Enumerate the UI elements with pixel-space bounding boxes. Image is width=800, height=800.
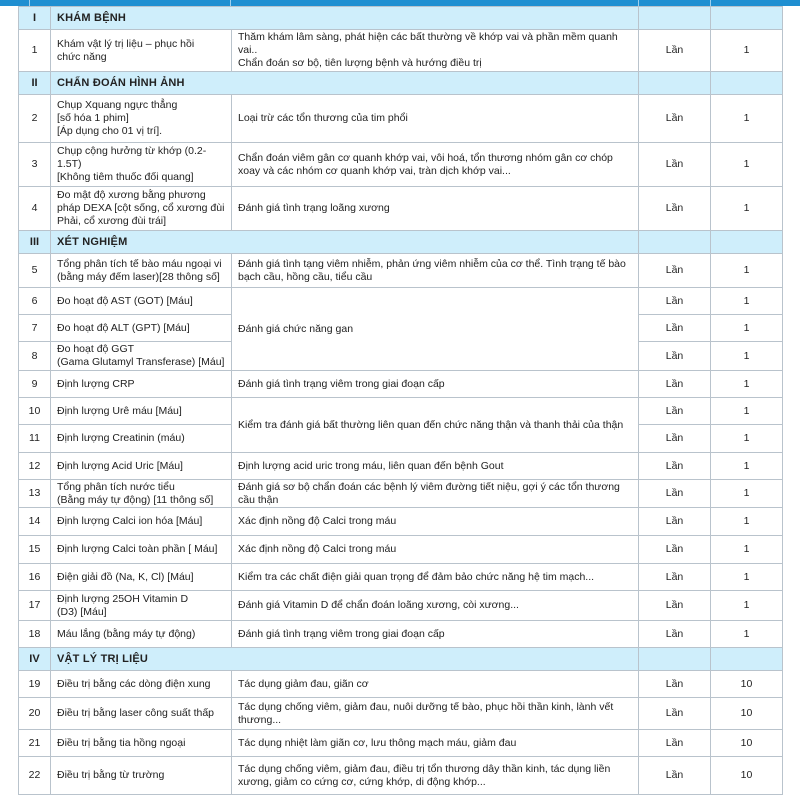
section-qty-cell [711,231,783,254]
section-title: CHẨN ĐOÁN HÌNH ẢNH [51,72,639,95]
service-description: Đánh giá sơ bộ chẩn đoán các bệnh lý viêm đường tiết niệu, gợi ý các tổn thương cầu thận [232,480,639,508]
row-number: 15 [19,536,51,564]
section-qty-cell [711,648,783,671]
service-quantity: 1 [711,508,783,536]
service-unit: Lần [639,143,711,187]
service-table [18,6,783,795]
service-quantity: 1 [711,143,783,187]
service-description: Tác dụng nhiệt làm giãn cơ, lưu thông mạch máu, giảm đau [232,730,639,757]
row-number: 21 [19,730,51,757]
service-unit: Lần [639,480,711,508]
service-description: Đánh giá chức năng gan [232,288,639,371]
table-row [19,254,783,288]
service-name: Đo hoạt độ ALT (GPT) [Máu] [51,315,232,342]
service-table-body [19,7,783,795]
row-number: 9 [19,371,51,398]
service-quantity: 10 [711,698,783,730]
row-number: 22 [19,757,51,795]
table-row [19,757,783,795]
section-number: III [19,231,51,254]
section-qty-cell [711,72,783,95]
service-description: Đánh giá tình trạng loãng xương [232,187,639,231]
service-quantity: 1 [711,187,783,231]
service-quantity: 1 [711,398,783,425]
table-row [19,30,783,72]
row-number: 3 [19,143,51,187]
table-row [19,480,783,508]
row-number: 7 [19,315,51,342]
service-name: Điều trị bằng từ trường [51,757,232,795]
service-name: Đo hoạt độ AST (GOT) [Máu] [51,288,232,315]
service-description: Loại trừ các tổn thương của tim phổi [232,95,639,143]
section-unit-cell [639,7,711,30]
section-unit-cell [639,72,711,95]
service-name: Điều trị bằng tia hồng ngoại [51,730,232,757]
row-number: 14 [19,508,51,536]
service-unit: Lần [639,398,711,425]
service-name: Tổng phân tích nước tiểu (Bằng máy tự động) [11 thông số] [51,480,232,508]
row-number: 17 [19,591,51,621]
section-number: I [19,7,51,30]
table-row [19,95,783,143]
service-name: Điện giải đồ (Na, K, Cl) [Máu] [51,564,232,591]
service-unit: Lần [639,95,711,143]
section-qty-cell [711,7,783,30]
row-number: 4 [19,187,51,231]
service-unit: Lần [639,621,711,648]
service-quantity: 1 [711,288,783,315]
table-row [19,288,783,315]
table-row [19,698,783,730]
section-header [19,72,783,95]
row-number: 16 [19,564,51,591]
row-number: 13 [19,480,51,508]
service-description: Chẩn đoán viêm gân cơ quanh khớp vai, vôi hoá, tổn thương nhóm gân cơ chóp xoay và các nhóm cơ quanh khớp vai, tràn dịch khớp vai... [232,143,639,187]
service-quantity: 1 [711,371,783,398]
table-row [19,143,783,187]
service-quantity: 1 [711,591,783,621]
service-quantity: 10 [711,671,783,698]
service-quantity: 10 [711,730,783,757]
service-quantity: 1 [711,315,783,342]
service-unit: Lần [639,342,711,371]
service-quantity: 1 [711,564,783,591]
service-quantity: 1 [711,453,783,480]
service-unit: Lần [639,254,711,288]
table-row [19,730,783,757]
section-header [19,7,783,30]
service-quantity: 1 [711,621,783,648]
service-unit: Lần [639,288,711,315]
table-row [19,187,783,231]
row-number: 2 [19,95,51,143]
service-description: Đánh giá tình tạng viêm nhiễm, phản ứng viêm nhiễm của cơ thể. Tình trạng tế bào bạch cầu, hồng cầu, tiểu cầu [232,254,639,288]
service-unit: Lần [639,564,711,591]
service-name: Định lượng Creatinin (máu) [51,425,232,453]
service-name: Định lượng CRP [51,371,232,398]
service-unit: Lần [639,757,711,795]
table-row [19,671,783,698]
table-row [19,536,783,564]
service-description: Tác dụng chống viêm, giảm đau, nuôi dưỡng tế bào, phục hồi thần kinh, lành vết thương... [232,698,639,730]
service-description: Tác dụng chống viêm, giảm đau, điều trị tổn thương dây thần kinh, tác dụng liền xương, giảm co cứng cơ, cứng khớp, di động khớp... [232,757,639,795]
service-unit: Lần [639,591,711,621]
service-unit: Lần [639,187,711,231]
service-name: Điều trị bằng laser công suất thấp [51,698,232,730]
section-header [19,648,783,671]
service-name: Đo mật độ xương bằng phương pháp DEXA [cột sống, cổ xương đùi Phải, cổ xương đùi trái] [51,187,232,231]
service-name: Điều trị bằng các dòng điện xung [51,671,232,698]
table-row [19,591,783,621]
service-description: Xác định nồng độ Calci trong máu [232,508,639,536]
row-number: 10 [19,398,51,425]
table-row [19,508,783,536]
table-row [19,371,783,398]
service-name: Chụp Xquang ngực thẳng [số hóa 1 phim] [Áp dụng cho 01 vị trí]. [51,95,232,143]
table-row [19,398,783,425]
service-unit: Lần [639,671,711,698]
service-description: Định lượng acid uric trong máu, liên quan đến bệnh Gout [232,453,639,480]
section-title: KHÁM BỆNH [51,7,639,30]
service-description: Đánh giá Vitamin D để chẩn đoán loãng xương, còi xương... [232,591,639,621]
service-quantity: 1 [711,342,783,371]
service-description: Đánh giá tình trạng viêm trong giai đoạn cấp [232,371,639,398]
section-number: IV [19,648,51,671]
service-unit: Lần [639,30,711,72]
service-unit: Lần [639,508,711,536]
service-name: Định lượng Acid Uric [Máu] [51,453,232,480]
service-name: Định lượng Calci ion hóa [Máu] [51,508,232,536]
section-title: VẬT LÝ TRỊ LIỆU [51,648,639,671]
service-unit: Lần [639,536,711,564]
row-number: 18 [19,621,51,648]
service-name: Định lượng Calci toàn phần [ Máu] [51,536,232,564]
service-description: Xác định nồng độ Calci trong máu [232,536,639,564]
row-number: 5 [19,254,51,288]
table-row [19,621,783,648]
row-number: 12 [19,453,51,480]
service-unit: Lần [639,453,711,480]
service-name: Định lượng 25OH Vitamin D (D3) [Máu] [51,591,232,621]
row-number: 19 [19,671,51,698]
section-header [19,231,783,254]
service-quantity: 1 [711,480,783,508]
service-quantity: 1 [711,425,783,453]
row-number: 8 [19,342,51,371]
service-name: Đo hoạt độ GGT (Gama Glutamyl Transferase) [Máu] [51,342,232,371]
row-number: 6 [19,288,51,315]
service-quantity: 1 [711,95,783,143]
service-unit: Lần [639,730,711,757]
service-unit: Lần [639,315,711,342]
service-name: Định lượng Urê máu [Máu] [51,398,232,425]
service-description: Đánh giá tình trạng viêm trong giai đoạn cấp [232,621,639,648]
service-name: Khám vật lý trị liệu – phục hồi chức năng [51,30,232,72]
service-unit: Lần [639,698,711,730]
service-description: Tác dụng giảm đau, giãn cơ [232,671,639,698]
row-number: 20 [19,698,51,730]
section-number: II [19,72,51,95]
service-quantity: 1 [711,254,783,288]
service-quantity: 1 [711,536,783,564]
table-row [19,564,783,591]
section-unit-cell [639,648,711,671]
service-quantity: 1 [711,30,783,72]
service-description: Kiểm tra đánh giá bất thường liên quan đến chức năng thận và thanh thải của thận [232,398,639,453]
service-name: Chụp cộng hưởng từ khớp (0.2-1.5T) [Không tiêm thuốc đối quang] [51,143,232,187]
section-title: XÉT NGHIỆM [51,231,639,254]
service-description: Thăm khám lâm sàng, phát hiện các bất thường về khớp vai và phần mềm quanh vai.. Chẩn đoán sơ bộ, tiên lượng bệnh và hướng điều trị [232,30,639,72]
row-number: 11 [19,425,51,453]
service-unit: Lần [639,425,711,453]
service-unit: Lần [639,371,711,398]
service-quantity: 10 [711,757,783,795]
service-description: Kiểm tra các chất điện giải quan trọng để đảm bảo chức năng hệ tim mạch... [232,564,639,591]
row-number: 1 [19,30,51,72]
table-row [19,453,783,480]
service-name: Tổng phân tích tế bào máu ngoại vi (bằng máy đếm laser)[28 thông số] [51,254,232,288]
service-name: Máu lắng (bằng máy tự động) [51,621,232,648]
section-unit-cell [639,231,711,254]
